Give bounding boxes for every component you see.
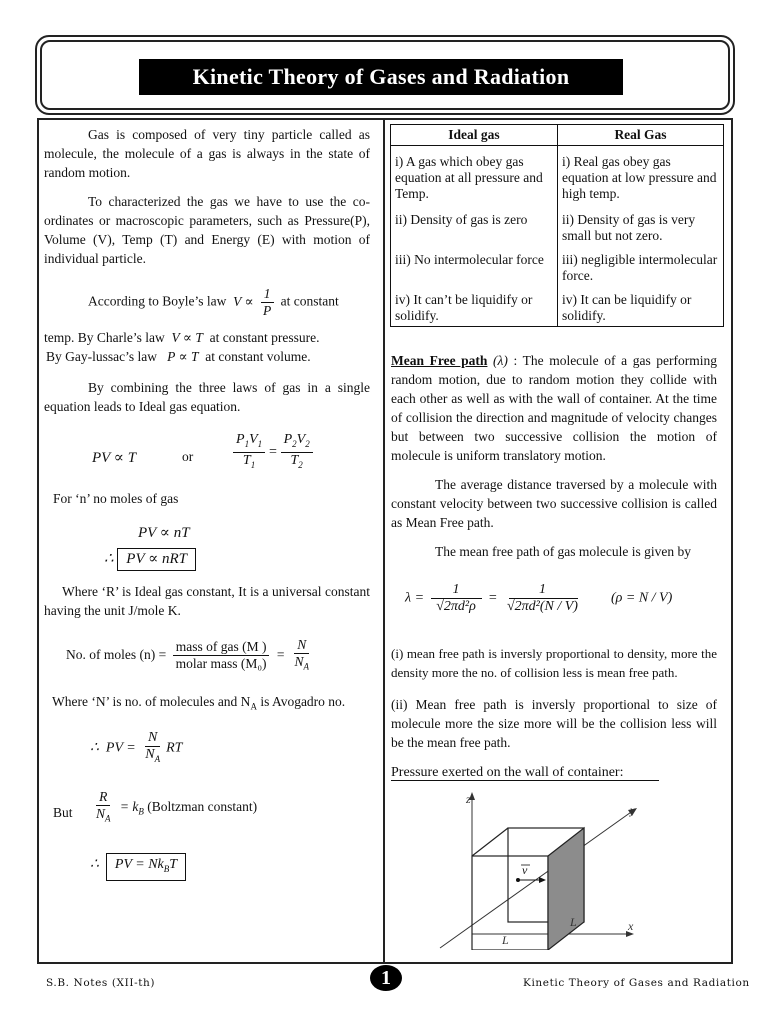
gay-lussac-law-suffix: at constant volume. — [205, 349, 311, 364]
gay-lussac-law-text: By Gay-lussac’s law — [46, 349, 157, 364]
edge-length-label: L — [502, 933, 509, 947]
avogadro-subscript: A — [250, 701, 257, 712]
lambda-symbol: (λ) — [493, 353, 508, 368]
cube-edge — [472, 828, 508, 856]
pressure-heading: Pressure exerted on the wall of container: — [391, 765, 624, 780]
parameters-paragraph: To characterized the gas we have to use the co-ordinates or macroscopic parameters, such as Pressure(P), Volume (V), Temp (T) and Energy (E) with motion of individual particle. — [44, 194, 370, 266]
boyle-law-suffix: at constant — [280, 293, 339, 309]
table-cell: ii) Density of gas is zero — [391, 204, 558, 246]
intro-paragraph: Gas is composed of very tiny particle called as molecule, the molecule of a gas is always in the state of random motion. — [44, 127, 370, 180]
avogadro-text: Where ‘N’ is no. of molecules and N — [52, 694, 251, 709]
pv-nkt-equation: ∴ PV = $Nk_BT$ — [90, 853, 186, 881]
n-moles-line: For ‘n’ no moles of gas — [53, 491, 179, 506]
velocity-arrowhead — [539, 877, 546, 883]
z-axis-label: z — [466, 792, 471, 806]
mean-free-path-heading: Mean Free path — [391, 353, 488, 368]
header-real-gas: Real Gas — [558, 125, 724, 146]
velocity-label: v — [522, 863, 528, 877]
molar-mass: molar mass (M₀) — [175, 656, 267, 672]
table-cell: iv) It can be liquidify or solidify. — [558, 286, 724, 327]
table-cell: i) A gas which obey gas equation at all pressure and Temp. — [391, 146, 558, 205]
cube-front-face — [472, 856, 548, 950]
moles-label: No. of moles (n) = — [66, 646, 167, 662]
boyle-law-formula: V ∝ $\frac{1}{P}$ — [230, 294, 278, 309]
combined-gas-law: $\frac{P_1V_1}{T_1}$ = $\frac{P_2V_2}{T_2}$ — [230, 432, 316, 473]
footer-left: S.B. Notes (XII-th) — [46, 977, 156, 989]
page-number: 1 — [370, 965, 402, 991]
y-axis — [440, 810, 634, 948]
charles-law-text: temp. By Charle’s law — [44, 330, 165, 345]
or-label: or — [182, 449, 194, 464]
left-column — [44, 125, 370, 268]
boltzmann-formula: $\frac{R}{N_A}$ = $k_B$ (Boltzman constant) — [96, 789, 258, 824]
average-distance-paragraph: The average distance traversed by a molecule with constant velocity between two successive collision is called as Mean Free path. — [391, 477, 717, 530]
column-divider — [383, 118, 385, 962]
table-cell: i) Real gas obey gas equation at low pressure and high temp. — [558, 146, 724, 205]
combine-paragraph: By combining the three laws of gas in a single equation leads to Ideal gas equation. — [44, 380, 370, 414]
page-title: Kinetic Theory of Gases and Radiation — [139, 59, 623, 95]
comparison-table — [390, 124, 724, 327]
boltzmann-label: (Boltzman constant) — [147, 798, 258, 814]
ideal-gas-equation: ∴ PV ∝ nRT — [104, 548, 196, 571]
mfp-point-size: (ii) Mean free path is inversly proportional to size of molecule more the size more will be the collision less will be the mean free path. — [391, 697, 717, 750]
boyle-law-text: According to Boyle’s law — [88, 293, 227, 309]
x-axis-label: x — [628, 919, 634, 933]
footer-right: Kinetic Theory of Gases and Radiation — [523, 977, 750, 989]
gay-lussac-law-line — [46, 347, 376, 366]
mfp-points — [391, 644, 717, 752]
charles-law-suffix: at constant pressure. — [209, 330, 320, 345]
pressure-heading-underline — [391, 780, 659, 781]
mass-of-gas: mass of gas (M ) — [173, 639, 270, 656]
edge-length-label: L — [570, 915, 577, 929]
shaded-wall — [548, 828, 584, 950]
pv-prop-t: PV ∝ T — [92, 450, 137, 466]
boyle-law-line — [44, 286, 374, 319]
table-cell: iii) negligible intermolecular force. — [558, 246, 724, 286]
avogadro-suffix: is Avogadro no. — [256, 694, 346, 709]
comparison-table-wrap — [390, 124, 724, 327]
mfp-point-density: (i) mean free path is inversly proportional to density, more the density more the no. of collision less is mean free path. — [391, 646, 717, 680]
pv-prop-nt: PV ∝ nT — [138, 525, 190, 541]
mean-free-path-text: : The molecule of a gas performing random motion, due to random motion they collide with each other as well as with the wall of container. At the time of collision the direction and magnitude of velocity changes but between two successive collision the motion of molecule is uniform translatory motion. — [391, 353, 718, 463]
table-cell: ii) Density of gas is very small but not zero. — [558, 204, 724, 246]
but-label: But — [53, 805, 73, 820]
moles-formula: No. of moles (n) = $\frac{\text{mass of gas (M )}}{\text{molar mass (M₀)}}$ = $\frac{N}{N_A}$ — [66, 637, 309, 672]
charles-law-formula: V ∝ T — [168, 330, 207, 345]
charles-law-line — [44, 328, 374, 347]
gas-constant-paragraph: Where ‘R’ is Ideal gas constant, It is a universal constant having the unit J/mole K. — [44, 584, 370, 618]
cube-diagram — [420, 788, 650, 950]
mean-free-path-section — [391, 351, 717, 561]
avogadro-line — [52, 692, 345, 717]
density-definition: (ρ = N / V) — [610, 590, 673, 606]
header-ideal-gas: Ideal gas — [391, 125, 558, 146]
table-cell: iv) It can’t be liquidify or solidify. — [391, 286, 558, 327]
gas-constant-wrap — [44, 582, 370, 620]
combine-paragraph-wrap — [44, 378, 370, 416]
mean-free-path-formula: λ = $\frac{1}{\text{√2πd²ρ}}$ = $\frac{1}{\text{√2πd²(N / V)}}$ (ρ = N / V) — [405, 582, 673, 614]
table-cell: iii) No intermolecular force — [391, 246, 558, 286]
mfp-given-paragraph: The mean free path of gas molecule is given by — [435, 544, 692, 559]
pv-n-rt: ∴ PV = $\frac{N}{N_A}$ RT — [90, 730, 183, 764]
y-axis-label: y — [630, 803, 636, 817]
gay-lussac-law-formula: P ∝ T — [160, 349, 202, 364]
